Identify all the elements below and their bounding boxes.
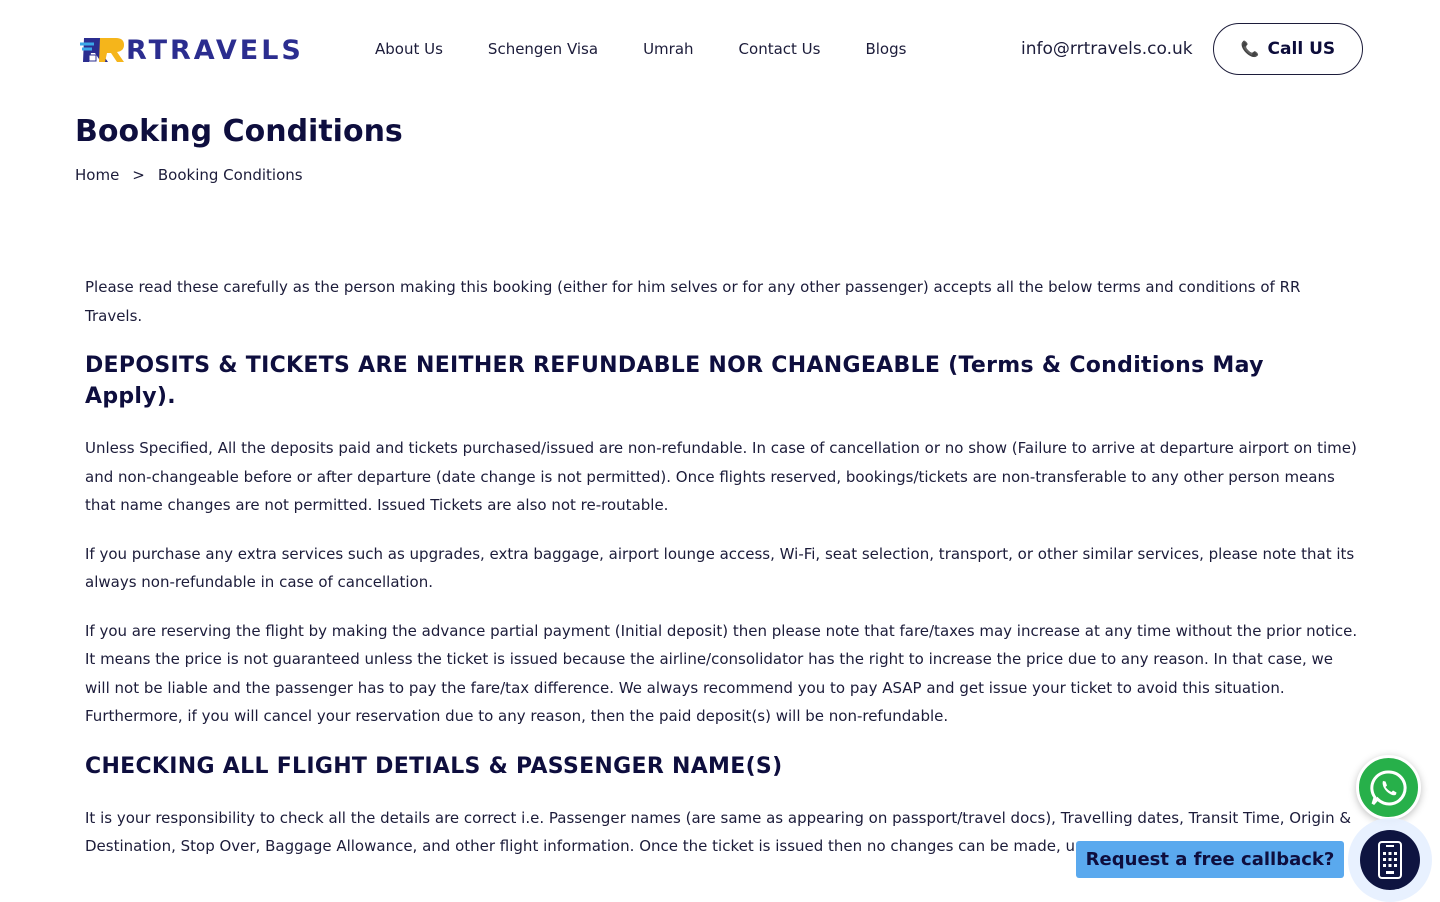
breadcrumb-separator: > <box>132 166 145 184</box>
contact-email-link[interactable]: info@rrtravels.co.uk <box>1021 39 1193 59</box>
page-title: Booking Conditions <box>75 114 403 149</box>
logo-text: RTRAVELS <box>126 34 304 66</box>
paragraph-deposits-3: If you are reserving the flight by making the advance partial payment (Initial deposit) then please note that fare/taxes may increase at any time without the prior notice. It means the price is not guaranteed unless the ticket is issued because the airline/consolidator has the right to increase the price due to any reason. In that case, we will not be liable and the passenger has to pay the fare/tax difference. We always recommend you to pay ASAP and get issue your ticket to avoid this situation. Furthermore, if you will cancel your reservation due to any reason, then the paid deposit(s) will be non-refundable. <box>85 621 1358 725</box>
nav-contact-us[interactable]: Contact Us <box>738 40 821 58</box>
paragraph-deposits-2: If you purchase any extra services such as upgrades, extra baggage, airport lounge access, Wi-Fi, seat selection, transport, or other similar services, please note that its always non-refundable in case of cancellation. <box>85 544 1355 591</box>
nav-about-us[interactable]: About Us <box>375 40 443 58</box>
section-heading-checking: CHECKING ALL FLIGHT DETIALS & PASSENGER NAME(S) <box>85 753 783 779</box>
main-nav <box>375 38 951 60</box>
logo-mark-icon <box>80 35 124 65</box>
request-callback-label[interactable]: Request a free callback? <box>1076 841 1344 878</box>
whatsapp-icon <box>1369 768 1409 808</box>
call-us-button[interactable] <box>1213 23 1363 75</box>
breadcrumb-current: Booking Conditions <box>157 166 303 184</box>
mobile-phone-icon <box>1377 841 1403 879</box>
call-us-label: Call US <box>1267 39 1336 59</box>
nav-schengen-visa[interactable]: Schengen Visa <box>487 40 599 58</box>
paragraph-deposits-1: Unless Specified, All the deposits paid and tickets purchased/issued are non-refundable. In case of cancellation or no show (Failure to arrive at departure airport on time) and non-changeable before or after departure (date change is not permitted). Once flights reserved, bookings/tickets are non-transferable to any other person means that name changes are not permitted. Issued Tickets are also not re-routable. <box>85 439 1357 514</box>
whatsapp-button[interactable] <box>1356 755 1421 820</box>
phone-icon: 📞 <box>1240 40 1260 58</box>
nav-blogs[interactable]: Blogs <box>865 40 907 58</box>
section-heading-deposits: DEPOSITS & TICKETS ARE NEITHER REFUNDABLE NOR CHANGEABLE (Terms & Conditions May Apply). <box>85 353 1264 409</box>
breadcrumb-home[interactable]: Home <box>75 166 120 184</box>
paragraph-checking-1: It is your responsibility to check all the details are correct i.e. Passenger names (are same as appearing on passport/travel docs), Travelling dates, Transit Time, Origin & Destination, Stop Over, Baggage Allowance, and other flight information. Once the ticket is issued then no changes can be made, u <box>85 808 1352 855</box>
nav-umrah[interactable]: Umrah <box>643 40 694 58</box>
callback-button[interactable] <box>1360 830 1420 890</box>
booking-conditions-content <box>85 273 1360 881</box>
intro-paragraph: Please read these carefully as the person making this booking (either for him selves or for any other passenger) accepts all the below terms and conditions of RR Travels. <box>85 278 1301 325</box>
breadcrumb <box>75 164 303 186</box>
site-header <box>0 0 1440 100</box>
site-logo[interactable] <box>80 34 304 66</box>
